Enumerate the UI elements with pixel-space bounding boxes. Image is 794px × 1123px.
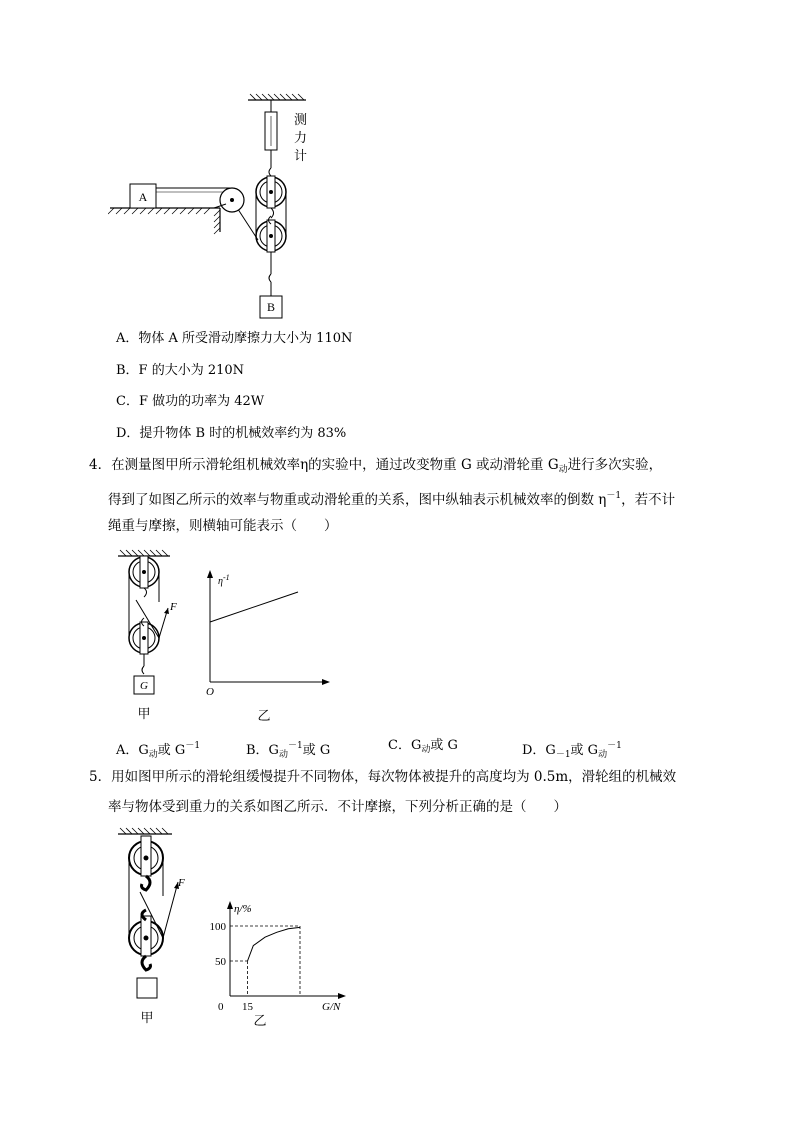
block-a-label: A xyxy=(138,190,148,204)
q5-efficiency-chart xyxy=(200,892,360,1028)
q5-caption-yi: 乙 xyxy=(253,1013,267,1028)
q5-stem-line2: 率与物体受到重力的关系如图乙所示．不计摩擦，下列分析正确的是（ ） xyxy=(108,799,567,815)
q4-force-label: F xyxy=(170,601,177,613)
q5-y-axis-label: η/% xyxy=(234,903,252,915)
q5-origin-label: 0 xyxy=(218,1001,224,1013)
q4-pulley-figure xyxy=(110,548,190,724)
q4-caption-jia: 甲 xyxy=(137,706,151,721)
q5-pulley-figure xyxy=(112,826,202,1028)
q4-option-c[interactable]: C．$G_动$或 G xyxy=(388,738,458,755)
meter-label-2: 力 xyxy=(294,130,308,145)
q4-stem-line1: 4．在测量图甲所示滑轮组机械效率η的实验中，通过改变物重 G 或动滑轮重 $G_动$进行多次实验， xyxy=(89,457,663,475)
q4-origin-label: O xyxy=(206,686,214,698)
q5-caption-jia: 甲 xyxy=(140,1010,154,1025)
q4-stem-line2: 得到了如图乙所示的效率与物重或动滑轮重的关系，图中纵轴表示机械效率的倒数 $\eta^{-1}$，若不计 xyxy=(108,491,676,508)
q5-y-tick-label: 50 xyxy=(215,956,226,968)
q3-pulley-figure xyxy=(108,92,328,320)
q5-stem-line1: 5．用如图甲所示的滑轮组缓慢提升不同物体，每次物体被提升的高度均为 0.5m，滑轮组的机械效 xyxy=(89,769,677,785)
meter-label-3: 计 xyxy=(294,148,308,163)
q4-weight-label: G xyxy=(140,680,148,692)
q4-graph xyxy=(200,564,340,724)
q4-caption-yi: 乙 xyxy=(257,708,271,723)
q4-option-d[interactable]: D．$G_{-1}$或 $G_动^{-1}$ xyxy=(522,741,622,760)
meter-label-1: 测 xyxy=(294,112,308,127)
q3-option-d[interactable]: D．提升物体 B 时的机械效率约为 83% xyxy=(116,426,347,441)
q5-force-label: F xyxy=(178,877,185,889)
q4-y-axis-label: $\eta^{-1}$ xyxy=(218,573,230,587)
q4-option-b[interactable]: B．$G_动^{-1}$或 G xyxy=(246,741,331,760)
block-b-label: B xyxy=(266,300,276,314)
q4-stem-line3: 绳重与摩擦，则横轴可能表示（ ） xyxy=(108,518,338,534)
q3-option-b[interactable]: B．F 的大小为 210N xyxy=(116,363,245,378)
q4-option-a[interactable]: A．$G_动$或 $G^{-1}$ xyxy=(116,741,201,760)
q3-option-a[interactable]: A．物体 A 所受滑动摩擦力大小为 110N xyxy=(116,331,353,346)
q3-option-c[interactable]: C．F 做功的功率为 42W xyxy=(116,394,265,409)
q4-graph-line xyxy=(210,592,298,622)
q5-x-axis-label: G/N xyxy=(322,1001,341,1013)
q5-efficiency-curve xyxy=(248,927,301,961)
q5-x-tick-label: 15 xyxy=(242,1001,253,1013)
q5-y-tick-label: 100 xyxy=(209,921,226,933)
